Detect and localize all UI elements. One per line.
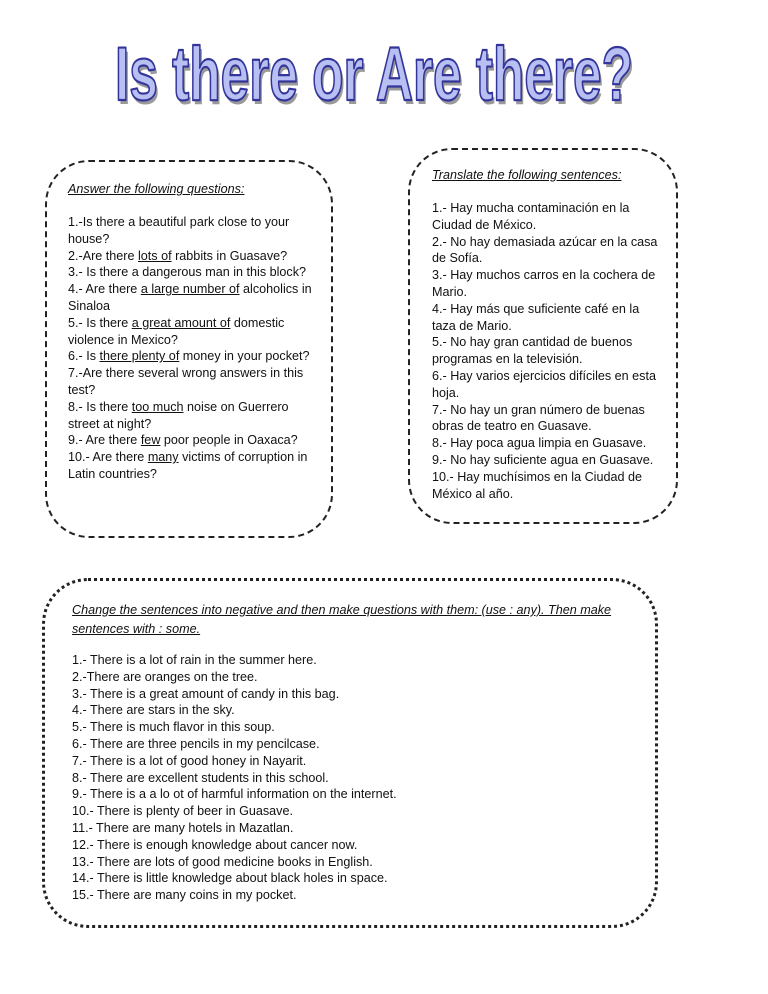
question-text: 7.-Are there several wrong answers in this test? bbox=[68, 366, 304, 397]
question-item bbox=[68, 281, 318, 315]
question-text-end: alcoholics in Sinaloa bbox=[68, 282, 312, 313]
title-wordart bbox=[0, 0, 768, 130]
question-item bbox=[68, 365, 318, 399]
title-shadow: Is there or Are there? bbox=[117, 36, 635, 121]
sentence-item: 2.-There are oranges on the tree. bbox=[72, 669, 258, 684]
quantifier-underlined: a great amount of bbox=[131, 315, 231, 330]
sentence-item: 4.- There are stars in the sky. bbox=[72, 703, 235, 718]
change-sentences-list bbox=[72, 652, 632, 904]
sentence-item: 9.- There is a a lo ot of harmful information on the internet. bbox=[72, 787, 397, 802]
question-item bbox=[68, 214, 318, 248]
sentence-item: 8.- There are excellent students in this school. bbox=[72, 770, 329, 785]
translate-item: 2.- No hay demasiada azúcar en la casa de Sofía. bbox=[432, 234, 658, 266]
question-text-end: noise on Guerrero street at night? bbox=[68, 399, 289, 431]
translate-item: 3.- Hay muchos carros en la cochera de Mario. bbox=[432, 268, 656, 299]
question-text-end: poor people in Oaxaca? bbox=[160, 433, 298, 448]
sentence-item: 6.- There are three pencils in my pencilcase. bbox=[72, 736, 320, 751]
question-text: 1.-Is there a beautiful park close to your house? bbox=[68, 215, 290, 246]
question-item bbox=[68, 449, 318, 483]
question-text-end: rabbits in Guasave? bbox=[171, 248, 288, 263]
question-text: 2.-Are there bbox=[68, 248, 138, 263]
question-text: 9.- Are there bbox=[68, 433, 141, 448]
translate-list bbox=[432, 200, 660, 502]
quantifier-underlined: there plenty of bbox=[99, 349, 180, 364]
question-text-end: victims of corruption in Latin countries? bbox=[68, 450, 308, 481]
sentence-item: 3.- There is a great amount of candy in this bag. bbox=[72, 686, 340, 701]
quantifier-underlined: many bbox=[147, 450, 179, 465]
questions-section bbox=[68, 181, 318, 483]
sentence-item: 13.- There are lots of good medicine books in English. bbox=[72, 854, 373, 869]
translate-item: 1.- Hay mucha contaminación en la Ciudad de México. bbox=[432, 201, 630, 232]
change-sentences-heading: Change the sentences into negative and then make questions with them: (use : any). Then make sentences with : some. bbox=[72, 603, 612, 636]
question-text: 3.- Is there a dangerous man in this block? bbox=[68, 265, 307, 280]
quantifier-underlined: a large number of bbox=[140, 282, 240, 297]
sentence-item: 7.- There is a lot of good honey in Nayarit. bbox=[72, 753, 307, 768]
translate-item: 6.- Hay varios ejercicios difíciles en esta hoja. bbox=[432, 368, 656, 400]
sentence-item: 14.- There is little knowledge about black holes in space. bbox=[72, 871, 388, 886]
translate-item: 7.- No hay un gran número de buenas obras de teatro en Guasave. bbox=[432, 402, 645, 434]
question-item bbox=[68, 348, 318, 365]
translate-item: 10.- Hay muchísimos en la Ciudad de México al año. bbox=[432, 469, 642, 501]
question-item bbox=[68, 315, 318, 349]
page-title: Is there or Are there? bbox=[115, 32, 633, 117]
sentence-item: 12.- There is enough knowledge about cancer now. bbox=[72, 837, 358, 852]
question-item bbox=[68, 432, 318, 449]
translate-item: 5.- No hay gran cantidad de buenos programas en la televisión. bbox=[432, 335, 633, 367]
change-sentences-section bbox=[72, 601, 632, 904]
translate-section bbox=[432, 167, 660, 502]
sentence-item: 1.- There is a lot of rain in the summer here. bbox=[72, 653, 317, 667]
question-text: 6.- Is bbox=[68, 349, 100, 364]
quantifier-underlined: too much bbox=[131, 399, 184, 414]
question-text: 5.- Is there bbox=[68, 315, 132, 330]
question-text: 8.- Is there bbox=[68, 399, 132, 414]
question-item bbox=[68, 248, 318, 265]
question-text: 4.- Are there bbox=[68, 282, 141, 297]
question-item bbox=[68, 399, 318, 433]
sentence-item: 10.- There is plenty of beer in Guasave. bbox=[72, 804, 293, 819]
question-text-end: domestic violence in Mexico? bbox=[68, 315, 285, 347]
sentence-item: 5.- There is much flavor in this soup. bbox=[72, 720, 275, 735]
translate-item: 9.- No hay suficiente agua en Guasave. bbox=[432, 452, 654, 467]
quantifier-underlined: lots of bbox=[138, 248, 172, 263]
translate-item: 8.- Hay poca agua limpia en Guasave. bbox=[432, 436, 647, 451]
translate-item: 4.- Hay más que suficiente café en la taza de Mario. bbox=[432, 301, 640, 333]
sentence-item: 15.- There are many coins in my pocket. bbox=[72, 888, 297, 903]
question-item bbox=[68, 264, 318, 281]
sentence-item: 11.- There are many hotels in Mazatlan. bbox=[72, 820, 294, 835]
questions-heading: Answer the following questions: bbox=[68, 182, 245, 196]
question-text: 10.- Are there bbox=[68, 450, 148, 465]
translate-heading: Translate the following sentences: bbox=[432, 168, 622, 182]
quantifier-underlined: few bbox=[140, 433, 161, 448]
questions-list bbox=[68, 214, 318, 483]
question-text-end: money in your pocket? bbox=[179, 349, 310, 364]
